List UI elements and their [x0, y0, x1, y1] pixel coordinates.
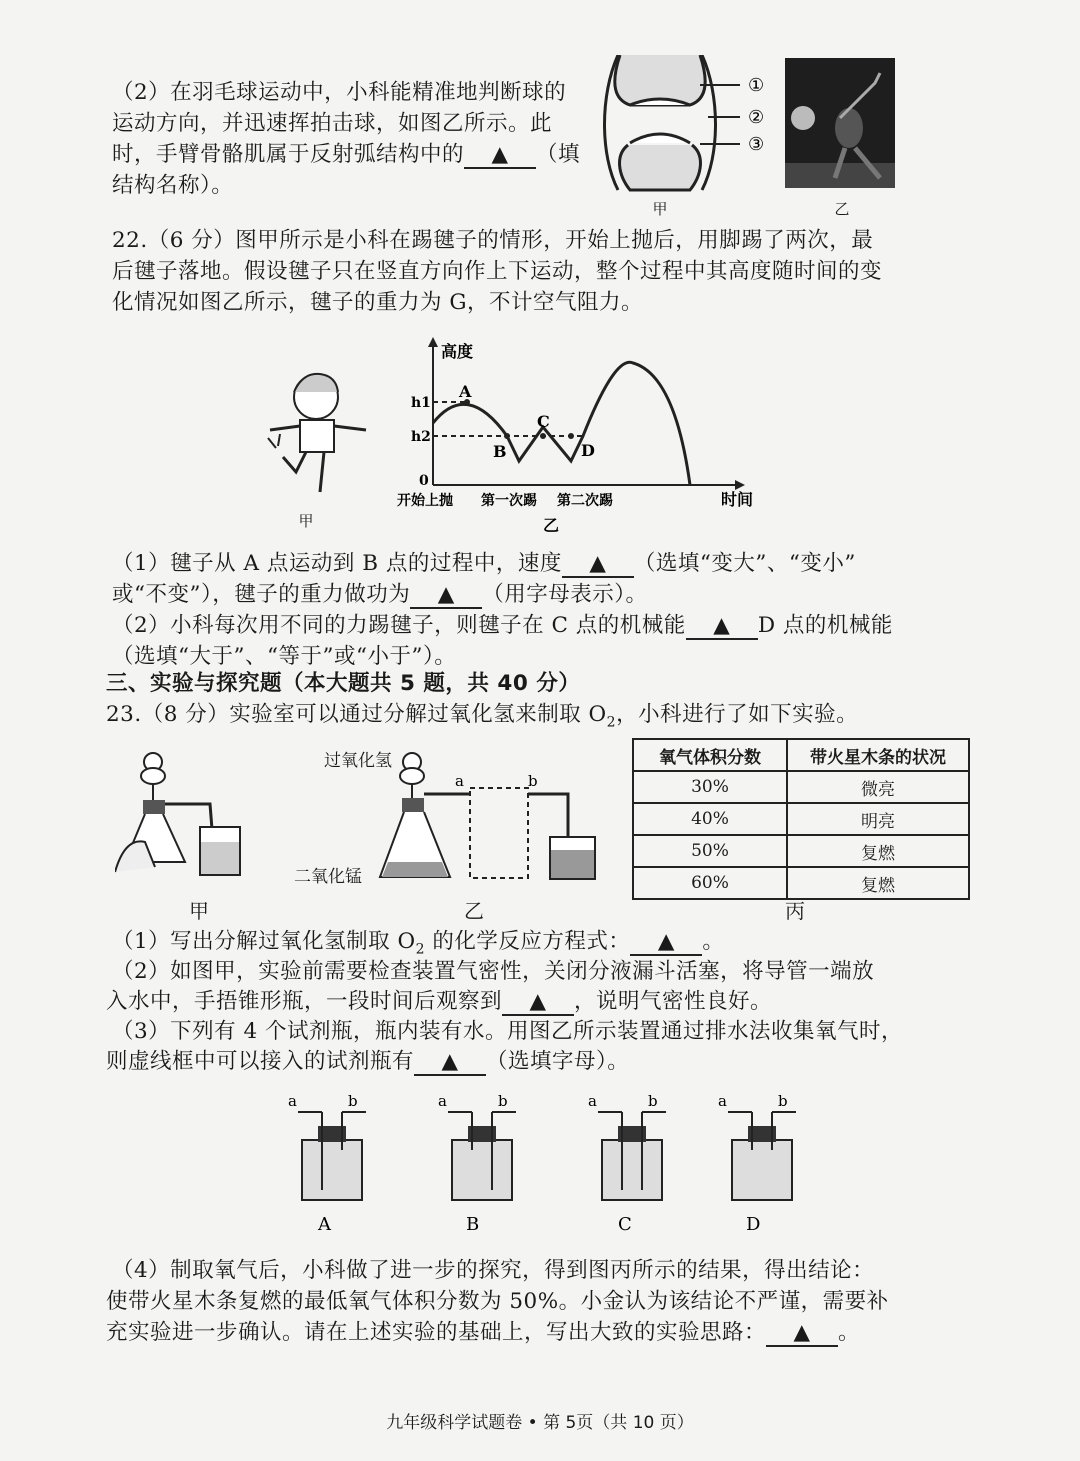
answer-blank[interactable]: ▲ — [562, 552, 634, 578]
q23-p4-line1: （4）制取氧气后，小科做了进一步的探究，得到图丙所示的结果，得出结论： — [112, 1258, 875, 1283]
x-axis-label: 时间 — [721, 490, 754, 509]
b-label: b — [778, 1092, 788, 1110]
text: （2）小科每次用不同的力踢毽子，则毽子在 C 点的机械能 — [112, 613, 686, 638]
answer-blank[interactable]: ▲ — [464, 143, 536, 169]
tick-0: 0 — [419, 473, 429, 489]
label-2: ② — [748, 107, 765, 128]
table-cell: 明亮 — [787, 803, 969, 835]
tick-h1: h1 — [411, 395, 431, 411]
a-label: a — [438, 1092, 447, 1110]
table-cell: 60% — [633, 867, 787, 899]
a-label: a — [718, 1092, 727, 1110]
q22-p1-line1 — [112, 549, 856, 579]
q22-intro-2: 后毽子落地。假设毽子只在竖直方向作上下运动，整个过程中其高度随时间的变 — [112, 259, 883, 284]
q21-line-3-text: 时，手臂骨骼肌属于反射弧结构中的 — [112, 142, 465, 167]
text: 23.（8 分）实验室可以通过分解过氧化氢来制取 O — [106, 702, 607, 727]
bottle-label: C — [618, 1214, 632, 1235]
subscript: 2 — [606, 714, 617, 731]
text: D 点的机械能 — [757, 613, 893, 638]
table-header: 带火星木条的状况 — [787, 739, 969, 771]
bottle-label: B — [466, 1214, 480, 1235]
table-row — [633, 771, 969, 803]
label-h2o2: 过氧化氢 — [324, 751, 392, 771]
label-c: C — [537, 412, 550, 431]
text: 入水中，手捂锥形瓶，一段时间后观察到 — [106, 989, 503, 1014]
y-axis-label: 高度 — [441, 342, 474, 361]
answer-blank[interactable]: ▲ — [630, 930, 702, 956]
q22-p2-line1 — [112, 611, 893, 641]
b-label: b — [648, 1092, 658, 1110]
a-label: a — [288, 1092, 297, 1110]
q23-p3-line2 — [106, 1047, 629, 1077]
text: 充实验进一步确认。请在上述实验的基础上，写出大致的实验思路： — [106, 1320, 767, 1345]
q23-p2-line1: （2）如图甲，实验前需要检查装置气密性，关闭分液漏斗活塞，将导管一端放 — [112, 959, 875, 984]
label-b: B — [493, 442, 507, 461]
bottle-c — [588, 1092, 666, 1235]
table-header: 氧气体积分数 — [633, 739, 787, 771]
answer-blank[interactable]: ▲ — [766, 1321, 838, 1347]
q21-line-3-tail: （填 — [536, 142, 581, 167]
text: （选填“变大”、“变小” — [633, 551, 856, 576]
page-footer: 九年级科学试题卷 • 第 5页（共 10 页） — [386, 1413, 694, 1433]
oxygen-table — [632, 738, 970, 900]
subscript: 2 — [415, 941, 426, 958]
apparatus-yi — [370, 742, 610, 892]
caption-jia: 甲 — [652, 200, 668, 218]
table-cell: 50% — [633, 835, 787, 867]
q23-p4-line3 — [106, 1318, 860, 1348]
q23-p3-line1: （3）下列有 4 个试剂瓶，瓶内装有水。用图乙所示装置通过排水法收集氧气时， — [112, 1019, 904, 1044]
b-label: b — [348, 1092, 358, 1110]
text: 。 — [702, 929, 725, 954]
chart-caption: 乙 — [543, 516, 560, 535]
label-d: D — [581, 441, 595, 460]
label-b: b — [528, 772, 538, 790]
table-cell: 微亮 — [787, 771, 969, 803]
point-c — [540, 433, 546, 439]
q23-p2-line2 — [106, 987, 772, 1017]
bottle-d — [718, 1092, 796, 1235]
q22-p2-line2: （选填“大于”、“等于”或“小于”）。 — [112, 644, 457, 669]
text: （用字母表示）。 — [482, 582, 648, 607]
section-title: 三、实验与探究题（本大题共 5 题，共 40 分） — [106, 671, 581, 696]
caption-jia-2: 甲 — [189, 899, 209, 923]
bottle-label: D — [746, 1214, 761, 1235]
height-time-chart — [395, 335, 775, 535]
table-cell: 30% — [633, 771, 787, 803]
badminton-photo — [785, 58, 895, 188]
answer-blank[interactable]: ▲ — [686, 614, 758, 640]
text: 或“不变”），毽子的重力做功为 — [112, 582, 411, 607]
caption-bing: 丙 — [785, 899, 805, 923]
answer-blank[interactable]: ▲ — [414, 1050, 486, 1076]
text: （1）毽子从 A 点运动到 B 点的过程中，速度 — [112, 551, 562, 576]
text: 。 — [838, 1320, 861, 1345]
event-kick2: 第二次踢 — [557, 493, 613, 509]
table-cell: 复燃 — [787, 867, 969, 899]
bottle-b — [438, 1092, 516, 1235]
text: （选填字母）。 — [486, 1049, 630, 1074]
label-3: ③ — [748, 134, 765, 155]
table-row — [633, 835, 969, 867]
caption-yi-2: 乙 — [464, 899, 484, 923]
event-start: 开始上抛 — [397, 493, 453, 509]
text: ，小科进行了如下实验。 — [616, 702, 859, 727]
q21-line-1: （2）在羽毛球运动中，小科能精准地判断球的 — [112, 80, 567, 105]
height-curve — [433, 362, 690, 485]
joint-figure — [600, 55, 790, 215]
kid-caption: 甲 — [298, 512, 314, 530]
table-cell: 40% — [633, 803, 787, 835]
label-1: ① — [748, 75, 765, 96]
label-mno2: 二氧化锰 — [294, 867, 362, 887]
caption-yi: 乙 — [834, 200, 850, 218]
kid-figure — [258, 362, 378, 507]
text: （1）写出分解过氧化氢制取 O — [112, 929, 416, 954]
tick-h2: h2 — [411, 429, 431, 445]
reagent-bottles — [280, 1090, 800, 1240]
table-row — [633, 803, 969, 835]
text: ，说明气密性良好。 — [574, 989, 773, 1014]
bottle-label: A — [318, 1214, 331, 1235]
apparatus-jia — [115, 742, 265, 887]
q21-line-4: 结构名称）。 — [112, 173, 234, 198]
answer-blank[interactable]: ▲ — [502, 990, 574, 1016]
q22-intro-1: 22.（6 分）图甲所示是小科在踢毽子的情形，开始上抛后，用脚踢了两次，最 — [112, 228, 874, 253]
bottle-a — [288, 1092, 366, 1235]
point-b — [504, 433, 510, 439]
label-a: A — [459, 382, 472, 401]
text: 的化学反应方程式： — [425, 929, 631, 954]
b-label: b — [498, 1092, 508, 1110]
q21-line-2: 运动方向，并迅速挥拍击球，如图乙所示。此 — [112, 111, 553, 136]
a-label: a — [588, 1092, 597, 1110]
q21-line-3 — [112, 140, 580, 170]
q22-p1-line2 — [112, 580, 648, 610]
q23-intro — [106, 700, 858, 737]
q23-p4-line2: 使带火星木条复燃的最低氧气体积分数为 50%。小金认为该结论不严谨，需要补 — [106, 1289, 889, 1314]
label-a: a — [455, 772, 464, 790]
text: 则虚线框中可以接入的试剂瓶有 — [106, 1049, 415, 1074]
q22-intro-3: 化情况如图乙所示，毽子的重力为 G，不计空气阻力。 — [112, 290, 644, 315]
point-d — [568, 433, 574, 439]
answer-blank[interactable]: ▲ — [410, 583, 482, 609]
table-cell: 复燃 — [787, 835, 969, 867]
event-kick1: 第一次踢 — [481, 493, 537, 509]
